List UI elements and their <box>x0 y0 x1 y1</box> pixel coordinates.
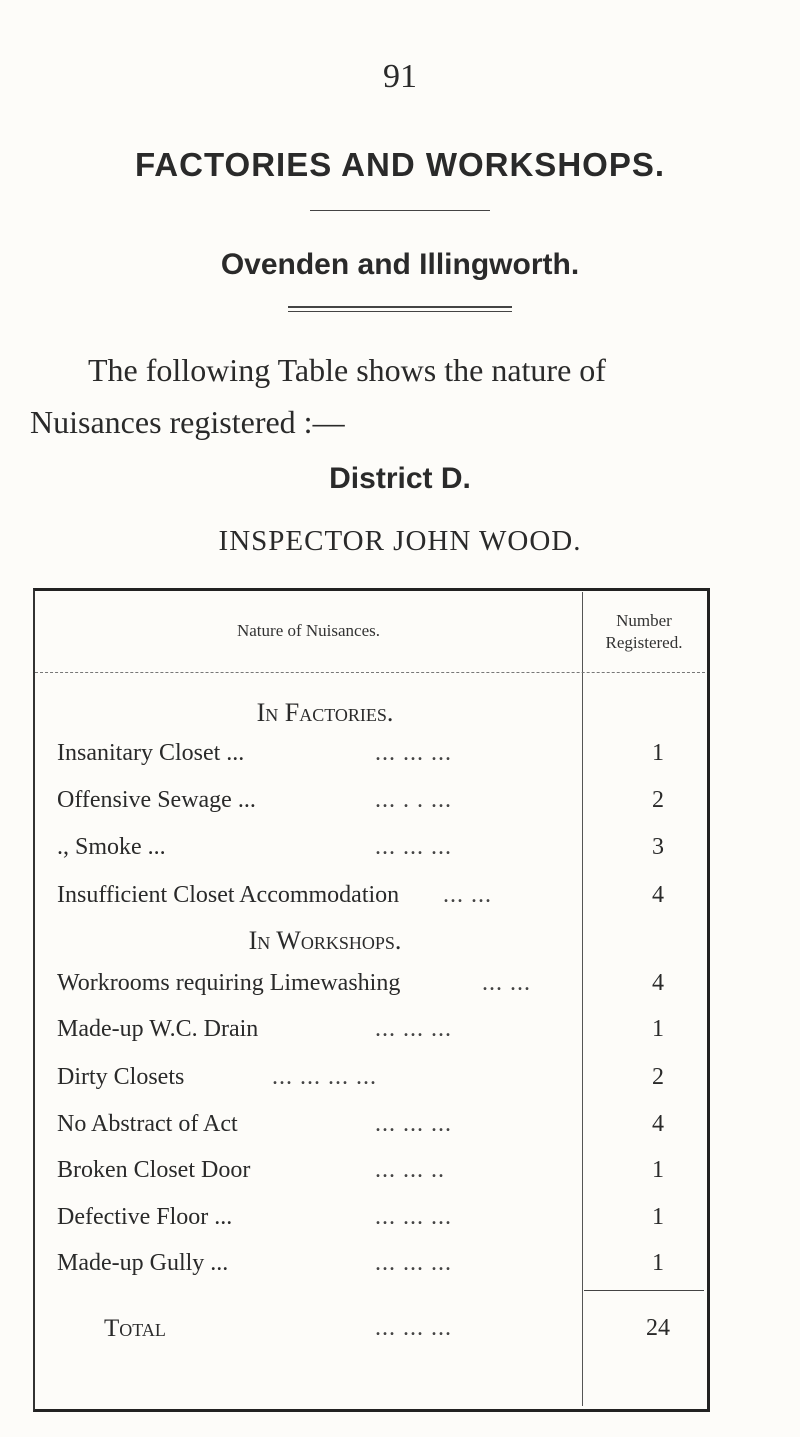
row-value: 1 <box>652 1250 664 1276</box>
row-label: Defective Floor ... <box>57 1204 233 1230</box>
header-nature: Nature of Nuisances. <box>236 621 381 640</box>
row-label: Dirty Closets <box>57 1064 185 1090</box>
row-leaders: ... ... ... <box>375 1016 452 1042</box>
total-label: Total <box>104 1315 166 1342</box>
intro-line-1: The following Table shows the nature of <box>88 352 606 388</box>
section-heading-factories: In Factories. <box>256 698 394 727</box>
row-label: Offensive Sewage ... <box>57 787 256 813</box>
header-divider <box>35 672 705 673</box>
row-value: 1 <box>652 1204 664 1230</box>
row-leaders: ... ... <box>443 882 492 908</box>
row-leaders: ... ... <box>482 970 531 996</box>
row-value: 1 <box>652 740 664 766</box>
row-label: Made-up Gully ... <box>57 1250 229 1276</box>
row-value: 1 <box>652 1016 664 1042</box>
row-label: Workrooms requiring Limewashing <box>57 970 401 996</box>
row-label: No Abstract of Act <box>57 1111 238 1137</box>
row-value: 4 <box>652 882 664 908</box>
row-label: ., Smoke ... <box>57 834 166 860</box>
total-divider <box>584 1290 704 1291</box>
row-leaders: ... ... ... <box>375 740 452 766</box>
row-leaders: ... ... ... <box>375 1204 452 1230</box>
row-value: 3 <box>652 834 664 860</box>
subtitle: Ovenden and Illingworth. <box>220 248 580 281</box>
row-leaders: ... ... ... <box>375 1250 452 1276</box>
row-label: Broken Closet Door <box>57 1157 251 1183</box>
row-leaders: ... . . ... <box>375 787 452 813</box>
row-leaders: ... ... ... ... <box>272 1064 377 1090</box>
row-value: 4 <box>652 1111 664 1137</box>
intro-paragraph <box>30 344 800 448</box>
page-number: 91 <box>383 58 417 95</box>
row-value: 2 <box>652 787 664 813</box>
row-label: Insufficient Closet Accommodation <box>57 882 400 908</box>
row-value: 2 <box>652 1064 664 1090</box>
row-label: Insanitary Closet ... <box>57 740 245 766</box>
total-value: 24 <box>646 1315 670 1341</box>
row-leaders: ... ... ... <box>375 1111 452 1137</box>
inspector-heading: INSPECTOR JOHN WOOD. <box>218 525 582 557</box>
row-value: 1 <box>652 1157 664 1183</box>
total-leaders: ... ... ... <box>375 1315 452 1341</box>
header-number <box>584 610 704 654</box>
subtitle-divider-top <box>288 306 512 308</box>
section-heading-workshops: In Workshops. <box>248 926 402 955</box>
row-value: 4 <box>652 970 664 996</box>
header-number-line2: Registered. <box>605 633 683 652</box>
subtitle-divider-bottom <box>288 311 512 312</box>
title-divider <box>310 210 490 211</box>
column-divider <box>582 592 583 1406</box>
intro-line-2: Nuisances registered :— <box>30 404 345 440</box>
header-number-line1: Number <box>616 611 672 630</box>
district-heading: District D. <box>329 462 471 495</box>
row-leaders: ... ... ... <box>375 834 452 860</box>
row-leaders: ... ... .. <box>375 1157 445 1183</box>
page-title: FACTORIES AND WORKSHOPS. <box>134 146 666 183</box>
row-label: Made-up W.C. Drain <box>57 1016 259 1042</box>
